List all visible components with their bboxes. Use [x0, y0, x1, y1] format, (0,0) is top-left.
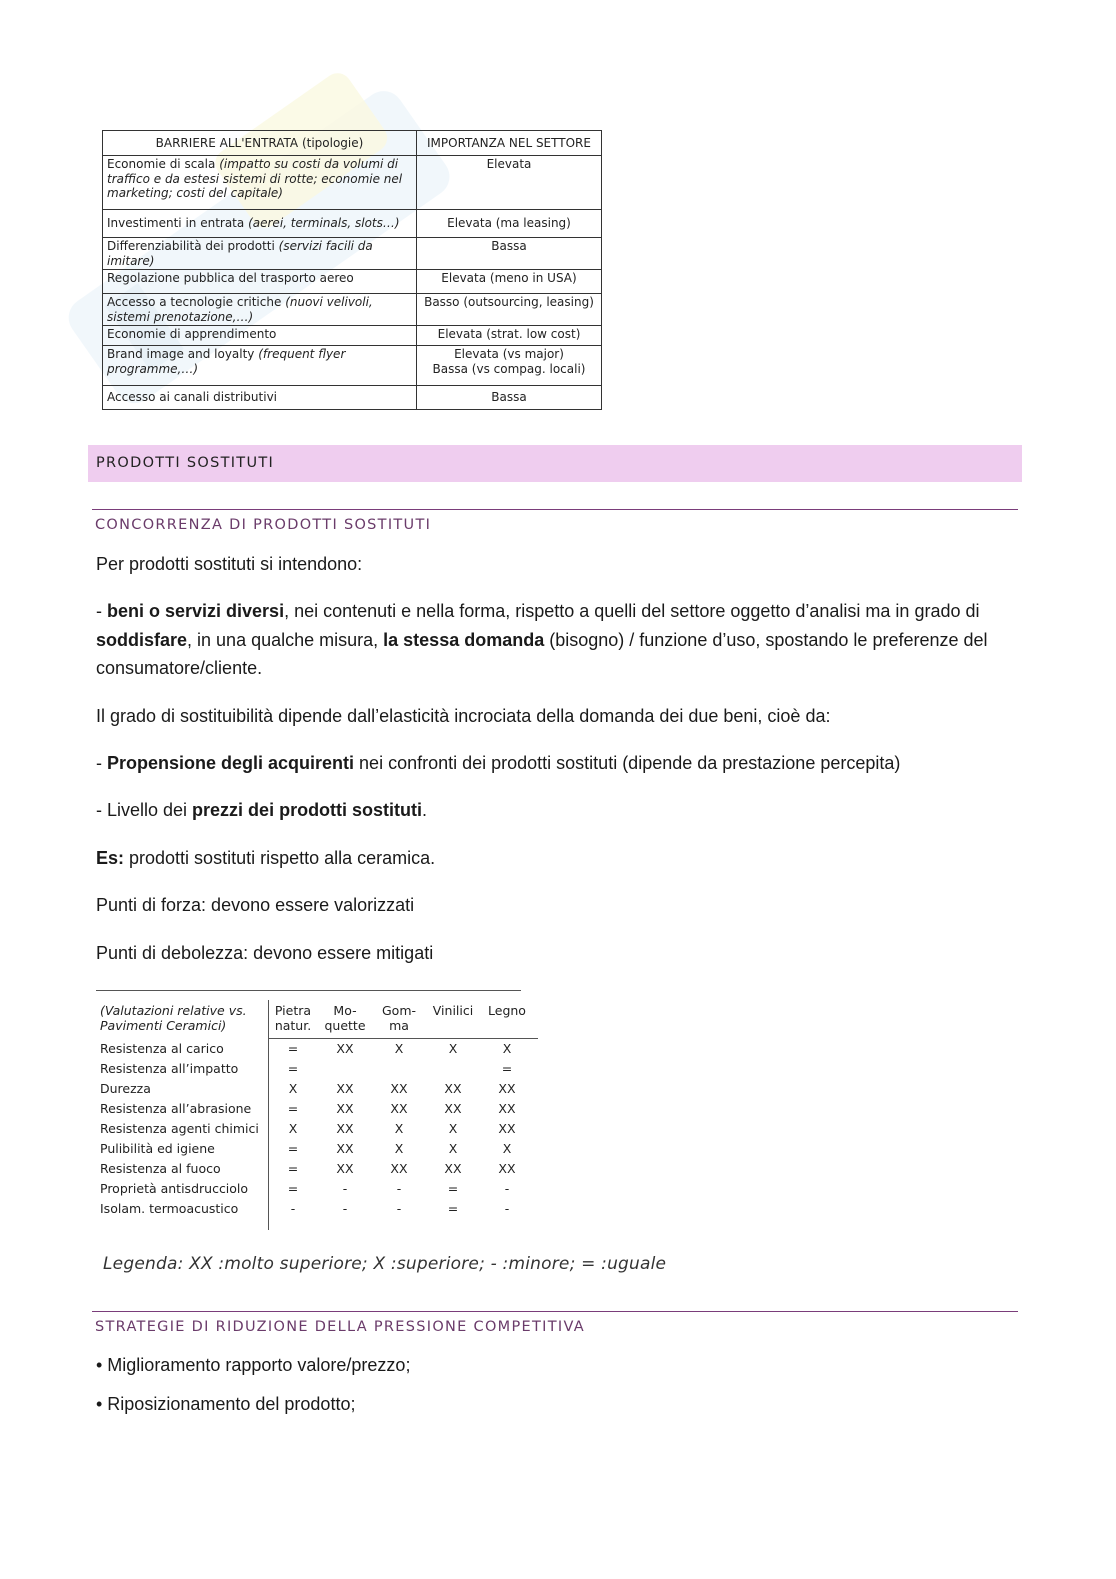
- comparison-cell: X: [394, 1141, 404, 1156]
- column-header-line: natur.: [274, 1018, 312, 1033]
- column-header-line: [423, 1018, 483, 1033]
- comparison-cell: X: [502, 1141, 512, 1156]
- comparison-cell: =: [501, 1061, 513, 1076]
- barrier-importance: Elevata: [417, 156, 602, 210]
- comparison-cell: -: [504, 1201, 510, 1216]
- paragraph-prezzi: - Livello dei prezzi dei prodotti sostituti.: [96, 800, 428, 820]
- comparison-cell: XX: [444, 1081, 462, 1096]
- comparison-row-label: Pulibilità ed igiene: [100, 1141, 215, 1156]
- comparison-cell: =: [287, 1181, 299, 1196]
- comparison-cell: XX: [336, 1161, 354, 1176]
- paragraph-punti-debolezza: Punti di debolezza: devono essere mitigati: [96, 943, 434, 963]
- comparison-cell: XX: [498, 1161, 516, 1176]
- column-header-line: Gom-: [381, 1003, 417, 1018]
- column-header-line: quette: [324, 1018, 366, 1033]
- paragraph-propensione: - Propensione degli acquirenti nei confronti dei prodotti sostituti (dipende da prestazione percepita): [96, 753, 901, 773]
- comparison-cell: XX: [444, 1101, 462, 1116]
- table-divider: [268, 1000, 269, 1230]
- comparison-cell: =: [447, 1201, 459, 1216]
- paragraph-elasticity: Il grado di sostituibilità dipende dall’elasticità incrociata della domanda dei due beni, cioè da:: [96, 706, 831, 726]
- bullet-item: • Miglioramento rapporto valore/prezzo;: [96, 1355, 411, 1375]
- comparison-cell: XX: [498, 1081, 516, 1096]
- comparison-cell: =: [287, 1061, 299, 1076]
- subheading-strategie: STRATEGIE DI RIDUZIONE DELLA PRESSIONE COMPETITIVA: [92, 1311, 1018, 1335]
- barrier-label: Differenziabilità dei prodotti (servizi facili da imitare): [103, 238, 417, 270]
- barriers-header-type: BARRIERE ALL'ENTRATA (tipologie): [103, 131, 417, 156]
- table-row: [103, 238, 602, 270]
- comparison-cell: XX: [498, 1101, 516, 1116]
- comparison-cell: X: [394, 1121, 404, 1136]
- comparison-cell: -: [504, 1181, 510, 1196]
- barriers-header-importance: IMPORTANZA NEL SETTORE: [417, 131, 602, 156]
- comparison-row-label: Isolam. termoacustico: [100, 1201, 239, 1216]
- comparison-column-header: [477, 1003, 537, 1033]
- comparison-cell: X: [448, 1141, 458, 1156]
- paragraph-esempio: Es: prodotti sostituti rispetto alla ceramica.: [96, 848, 436, 868]
- table-row: [103, 270, 602, 294]
- comparison-cell: XX: [336, 1041, 354, 1056]
- bullet-item: • Riposizionamento del prodotto;: [96, 1394, 356, 1414]
- barrier-importance: Bassa: [417, 386, 602, 410]
- comparison-row-label: Durezza: [100, 1081, 151, 1096]
- comparison-row-label: Resistenza all’abrasione: [100, 1101, 252, 1116]
- barrier-importance: Elevata (vs major) Bassa (vs compag. locali): [417, 346, 602, 386]
- barrier-importance: Elevata (ma leasing): [417, 210, 602, 238]
- paragraph-definition: - beni o servizi diversi, nei contenuti e nella forma, rispetto a quelli del settore oggetto d’analisi ma in grado di soddisfare, in una qualche misura, la stessa domanda (bisogno) / funzione d’uso, spostando le preferenze del consumatore/cliente.: [96, 601, 988, 678]
- barrier-label: Brand image and loyalty (frequent flyer programme,…): [103, 346, 417, 386]
- column-header-line: Vinilici: [432, 1003, 474, 1018]
- comparison-column-header: [369, 1003, 429, 1033]
- comparison-row-label: Resistenza all’impatto: [100, 1061, 239, 1076]
- barrier-label: Regolazione pubblica del trasporto aereo: [103, 270, 417, 294]
- barrier-importance: Elevata (meno in USA): [417, 270, 602, 294]
- comparison-cell: XX: [336, 1081, 354, 1096]
- comparison-cell: XX: [390, 1081, 408, 1096]
- comparison-cell: X: [448, 1041, 458, 1056]
- comparison-cell: XX: [498, 1121, 516, 1136]
- barrier-label: Investimenti in entrata (aerei, terminals, slots…): [103, 210, 417, 238]
- section-title: PRODOTTI SOSTITUTI: [88, 445, 1022, 482]
- comparison-cell: XX: [336, 1121, 354, 1136]
- paragraph-intro: Per prodotti sostituti si intendono:: [96, 554, 363, 574]
- barrier-importance: Bassa: [417, 238, 602, 270]
- comparison-cell: XX: [336, 1141, 354, 1156]
- comparison-row-label: Resistenza al carico: [100, 1041, 224, 1056]
- comparison-cell: X: [502, 1041, 512, 1056]
- column-header-line: Mo-: [333, 1003, 357, 1018]
- comparison-cell: -: [396, 1201, 402, 1216]
- column-header-line: ma: [389, 1018, 409, 1033]
- column-header-line: Legno: [488, 1003, 526, 1018]
- comparison-cell: =: [287, 1141, 299, 1156]
- table-divider: [268, 1038, 538, 1039]
- comparison-cell: XX: [444, 1161, 462, 1176]
- comparison-cell: -: [342, 1201, 348, 1216]
- comparison-cell: XX: [336, 1101, 354, 1116]
- comparison-column-header: [315, 1003, 375, 1033]
- comparison-cell: =: [287, 1161, 299, 1176]
- comparison-row-label: Resistenza al fuoco: [100, 1161, 221, 1176]
- comparison-column-header: [423, 1003, 483, 1033]
- comparison-cell: XX: [390, 1161, 408, 1176]
- comparison-row-label: Resistenza agenti chimici: [100, 1121, 259, 1136]
- comparison-cell: X: [288, 1081, 298, 1096]
- barrier-label: Accesso a tecnologie critiche (nuovi velivoli, sistemi prenotazione,…): [103, 294, 417, 326]
- comparison-cell: -: [342, 1181, 348, 1196]
- column-header-line: Pietra: [274, 1003, 312, 1018]
- barrier-importance: Basso (outsourcing, leasing): [417, 294, 602, 326]
- comparison-cell: XX: [390, 1101, 408, 1116]
- barrier-label: Accesso ai canali distributivi: [103, 386, 417, 410]
- table-row: [103, 386, 602, 410]
- barriers-table: [102, 130, 602, 410]
- comparison-cell: =: [287, 1101, 299, 1116]
- table-row: [103, 346, 602, 386]
- comparison-cell: X: [288, 1121, 298, 1136]
- comparison-cell: X: [394, 1041, 404, 1056]
- comparison-cell: -: [290, 1201, 296, 1216]
- table-divider: [96, 990, 521, 991]
- subheading-concorrenza: CONCORRENZA DI PRODOTTI SOSTITUTI: [92, 509, 1018, 533]
- table-row: [103, 326, 602, 346]
- barrier-label: Economie di scala (impatto su costi da volumi di traffico e da estesi sistemi di rotte; economie nel marketing; costi del capitale): [103, 156, 417, 210]
- comparison-legend: Legenda: XX :molto superiore; X :superiore; - :minore; = :uguale: [103, 1254, 667, 1274]
- barrier-importance: Elevata (strat. low cost): [417, 326, 602, 346]
- comparison-cell: X: [448, 1121, 458, 1136]
- comparison-header-note: (Valutazioni relative vs. Pavimenti Ceramici): [100, 1003, 247, 1033]
- comparison-cell: =: [287, 1041, 299, 1056]
- comparison-column-header: [263, 1003, 323, 1033]
- paragraph-punti-forza: Punti di forza: devono essere valorizzati: [96, 895, 415, 915]
- barrier-label: Economie di apprendimento: [103, 326, 417, 346]
- barriers-header-row: [103, 131, 602, 156]
- table-row: [103, 156, 602, 210]
- comparison-cell: -: [396, 1181, 402, 1196]
- table-row: [103, 210, 602, 238]
- comparison-row-label: Proprietà antisdrucciolo: [100, 1181, 249, 1196]
- column-header-line: [477, 1018, 537, 1033]
- comparison-cell: =: [447, 1181, 459, 1196]
- table-row: [103, 294, 602, 326]
